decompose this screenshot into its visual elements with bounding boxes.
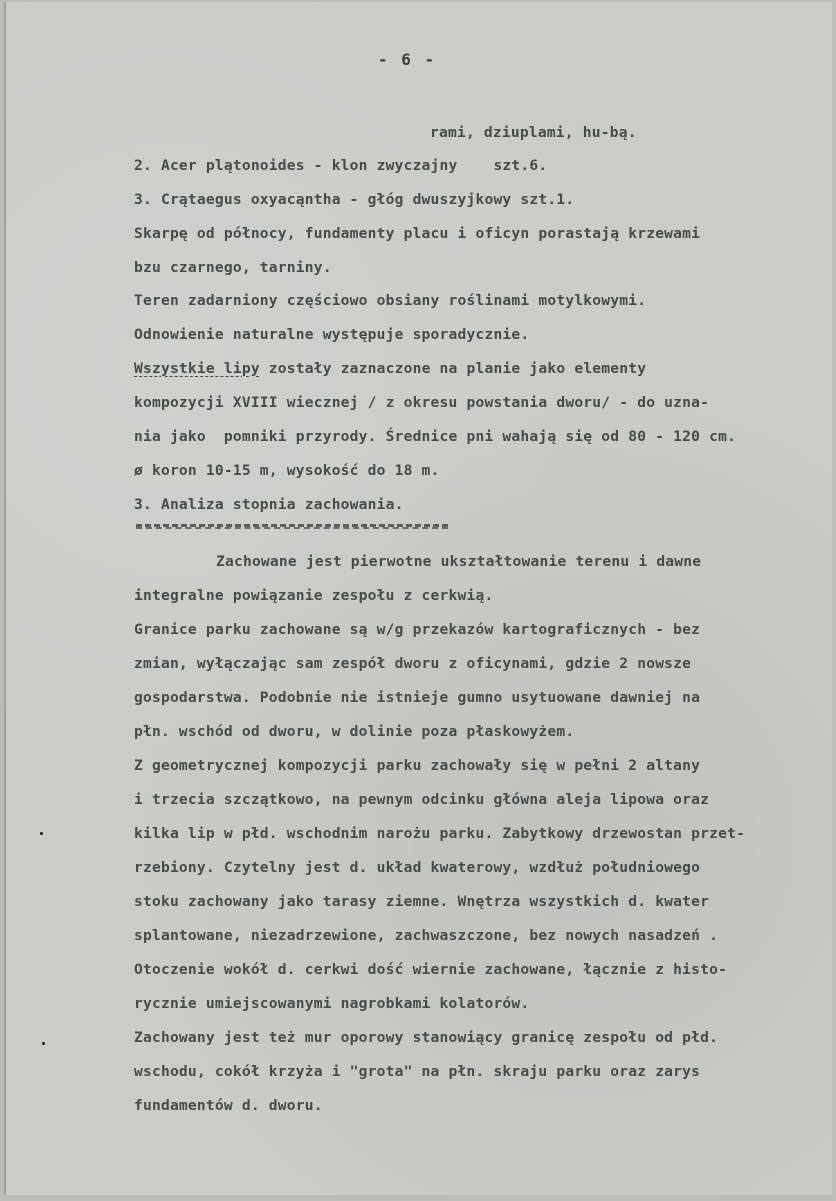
text-line: 3. Crątaegus oxyacąntha - głóg dwuszyjkowy szt.1. bbox=[134, 191, 575, 208]
text-line: rycznie umiejscowanymi nagrobkami kolatorów. bbox=[134, 995, 530, 1012]
text-line: Zachowane jest pierwotne ukształtowanie terenu i dawne bbox=[216, 553, 702, 570]
text-line: rzebiony. Czytelny jest d. układ kwaterowy, wzdłuż południowego bbox=[134, 859, 701, 876]
text-line: bzu czarnego, tarniny. bbox=[134, 259, 332, 276]
ink-speck bbox=[42, 1042, 45, 1045]
text-line: Zachowany jest też mur oporowy stanowiący granicę zespołu od płd. bbox=[134, 1029, 719, 1046]
text-line: kilka lip w płd. wschodnim narożu parku. Zabytkowy drzewostan przet- bbox=[134, 825, 746, 842]
text-line: stoku zachowany jako tarasy ziemne. Wnętrza wszystkich d. kwater bbox=[134, 893, 710, 910]
ink-speck bbox=[40, 832, 43, 835]
page-number: - 6 - bbox=[378, 50, 437, 69]
text-line: ø koron 10-15 m, wysokość do 18 m. bbox=[134, 462, 440, 479]
text-line: integralne powiązanie zespołu z cerkwią. bbox=[134, 587, 494, 604]
text-line: Odnowienie naturalne występuje sporadycznie. bbox=[134, 326, 530, 343]
heading-underline-secondary bbox=[136, 527, 448, 529]
text-line: płn. wschód od dworu, w dolinie poza płaskowyżem. bbox=[134, 723, 575, 740]
text-line: splantowane, niezadrzewione, zachwaszczone, bez nowych nasadzeń . bbox=[134, 927, 719, 944]
typewritten-page bbox=[4, 2, 832, 1195]
text-line: kompozycji XVIII wiecznej / z okresu powstania dworu/ - do uzna- bbox=[134, 394, 710, 411]
text-line: i trzecia szczątkowo, na pewnym odcinku główna aleja lipowa oraz bbox=[134, 791, 710, 808]
text-line: gospodarstwa. Podobnie nie istnieje gumno usytuowane dawniej na bbox=[134, 689, 701, 706]
text-line: Skarpę od północy, fundamenty placu i oficyn porastają krzewami bbox=[134, 225, 701, 242]
text-line: rami, dziuplami, hu-bą. bbox=[430, 124, 637, 141]
section-heading: 3. Analiza stopnia zachowania. bbox=[134, 496, 404, 513]
text-line: Wszystkie lipy zostały zaznaczone na planie jako elementy bbox=[134, 360, 647, 377]
text-line: nia jako pomniki przyrody. Średnice pni wahają się od 80 - 120 cm. bbox=[134, 428, 737, 445]
text-line: fundamentów d. dworu. bbox=[134, 1097, 323, 1114]
text-line: 2. Acer plątonoides - klon zwyczajny szt.6. bbox=[134, 157, 548, 174]
text-line: zmian, wyłączając sam zespół dworu z oficynami, gdzie 2 nowsze bbox=[134, 655, 692, 672]
text-line: Granice parku zachowane są w/g przekazów kartograficznych - bez bbox=[134, 621, 701, 638]
text-line: Teren zadarniony częściowo obsiany roślinami motylkowymi. bbox=[134, 292, 647, 309]
text-line: wschodu, cokół krzyża i "grota" na płn. skraju parku oraz zarys bbox=[134, 1063, 701, 1080]
underlined-phrase: Wszystkie lipy bbox=[134, 360, 260, 377]
text-line: Otoczenie wokół d. cerkwi dość wiernie zachowane, łącznie z histo- bbox=[134, 961, 728, 978]
text-line: Z geometrycznej kompozycji parku zachowały się w pełni 2 altany bbox=[134, 757, 701, 774]
